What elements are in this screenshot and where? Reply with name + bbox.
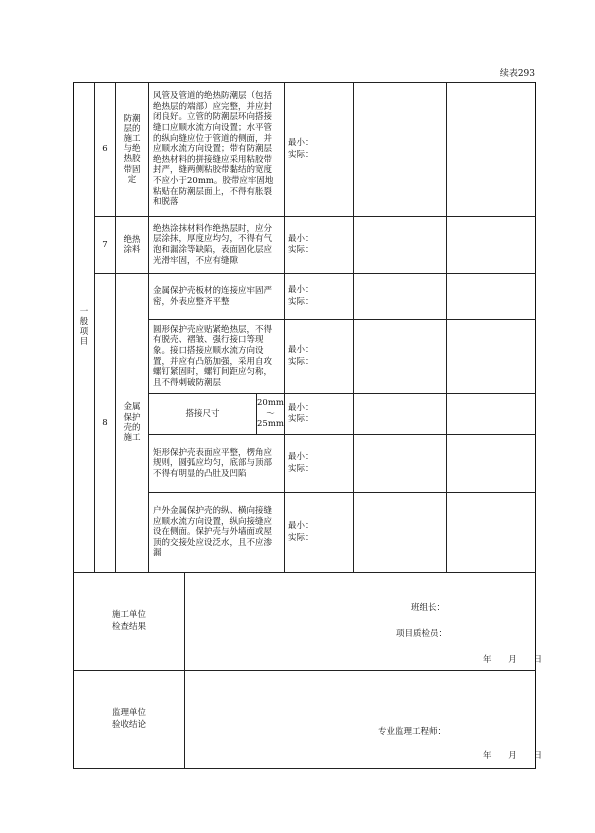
page-number: 续表293: [499, 69, 535, 79]
actual-label: 实际：: [287, 532, 314, 543]
item-name-cell: [116, 83, 149, 217]
measure-cell: [284, 320, 353, 394]
day-label: 日: [533, 751, 542, 761]
min-label: 最小：: [287, 521, 314, 532]
result-cell[interactable]: [446, 394, 535, 435]
min-label: 最小：: [287, 233, 314, 244]
min-label: 最小：: [287, 285, 314, 296]
check-cell[interactable]: [353, 274, 446, 320]
actual-label: 实际：: [287, 296, 314, 307]
measure-cell: [284, 83, 353, 217]
actual-label: 实际：: [287, 149, 314, 160]
month-label: 月: [508, 751, 517, 761]
item-name: 金属保护壳的施工: [123, 402, 141, 443]
min-label: 最小：: [287, 452, 314, 463]
year-label: 年: [483, 655, 492, 665]
year-label: 年: [483, 751, 492, 761]
requirement-text: 绝热涂抹材料作绝热层时，应分层涂抹，厚度应均匀，不得有气泡和漏涂等缺陷，表面固化层应光滑牢固，不应有缝隙: [149, 217, 285, 274]
supervision-conclusion-row: [74, 671, 536, 769]
requirement-text: 圆形保护壳应贴紧绝热层，不得有脱壳、褶皱、强行接口等现象。接口搭接应顺水流方向设置，并应有凸筋加强，采用自攻螺钉紧固时，螺钉间距应匀称，且不得刺破防潮层: [149, 320, 285, 394]
check-result-label: 检查结果: [111, 621, 146, 632]
requirement-text: 户外金属保护壳的纵、横向接缝应顺水流方向设置，纵向接缝应设在侧面。保护壳与外墙面或屋顶的交接处应设泛水，且不应渗漏: [149, 493, 285, 573]
check-cell[interactable]: [353, 320, 446, 394]
actual-label: 实际：: [287, 356, 314, 367]
row-number: 8: [95, 274, 116, 573]
actual-label: 实际：: [287, 414, 314, 424]
measure-cell: [284, 493, 353, 573]
measure-cell: [284, 394, 353, 435]
date-line: [469, 751, 542, 762]
month-label: 月: [508, 655, 517, 665]
table-row: [74, 274, 536, 320]
category-cell: [74, 83, 95, 573]
team-leader-label: 班组长：: [411, 603, 446, 613]
table-row: [74, 83, 536, 217]
supervision-label-cell: [74, 671, 185, 769]
inspection-form-table: [73, 82, 542, 769]
supervising-engineer-label: 专业监理工程师：: [378, 727, 447, 737]
lap-size-label: 搭接尺寸: [149, 394, 257, 435]
measure-cell: [284, 274, 353, 320]
row-number: 6: [95, 83, 116, 217]
requirement-text: 风管及管道的绝热防潮层（包括绝热层的端部）应完整，并应封闭良好。立管的防潮层环向搭接缝口应顺水流方向设置；水平管的纵向缝应位于管道的侧面，并应顺水流方向设置；带有防潮层绝热材料的拼接缝应采用粘胶带封严，缝两侧粘胶带黏结的宽度不应小于20mm。胶带应牢固地粘贴在防潮层面上，不得有胀裂和脱落: [149, 83, 285, 217]
requirement-text: 矩形保护壳表面应平整，楞角应规则，圆弧应均匀，底部与顶部不得有明显的凸肚及凹陷: [149, 435, 285, 493]
quality-inspector-label: 项目质检员：: [396, 629, 448, 639]
construction-signature-area[interactable]: [185, 573, 542, 671]
min-label: 最小：: [287, 345, 314, 356]
item-name: 绝热涂料: [123, 234, 141, 255]
item-name-cell: [116, 217, 149, 274]
measure-cell: [284, 435, 353, 493]
item-name: 防潮层的施工与绝热胶带固定: [123, 113, 141, 185]
supervision-unit-label: 监理单位: [111, 707, 146, 718]
measure-cell: [284, 217, 353, 274]
result-cell[interactable]: [446, 435, 535, 493]
table-row: [74, 217, 536, 274]
lap-size-value: 20mm～25mm: [257, 394, 285, 435]
construction-unit-label: 施工单位: [111, 609, 146, 620]
min-label: 最小：: [287, 402, 314, 413]
result-cell[interactable]: [446, 320, 535, 394]
row-number: 7: [95, 217, 116, 274]
check-cell[interactable]: [353, 394, 446, 435]
acceptance-conclusion-label: 验收结论: [111, 719, 146, 730]
check-cell[interactable]: [353, 435, 446, 493]
category-label: 一般项目: [79, 306, 89, 348]
actual-label: 实际：: [287, 245, 314, 255]
result-cell[interactable]: [446, 274, 535, 320]
day-label: 日: [533, 655, 542, 665]
check-cell[interactable]: [353, 217, 446, 274]
construction-result-row: [74, 573, 536, 671]
actual-label: 实际：: [287, 463, 314, 474]
result-cell[interactable]: [446, 493, 535, 573]
date-line: [469, 655, 542, 666]
check-cell[interactable]: [353, 83, 446, 217]
min-label: 最小：: [287, 138, 314, 149]
requirement-text: 金属保护壳板材的连接应牢固严密，外表应整齐平整: [149, 274, 285, 320]
supervision-signature-area[interactable]: [185, 671, 542, 769]
result-cell[interactable]: [446, 217, 535, 274]
check-cell[interactable]: [353, 493, 446, 573]
item-name-cell: [116, 274, 149, 573]
construction-label-cell: [74, 573, 185, 671]
result-cell[interactable]: [446, 83, 535, 217]
